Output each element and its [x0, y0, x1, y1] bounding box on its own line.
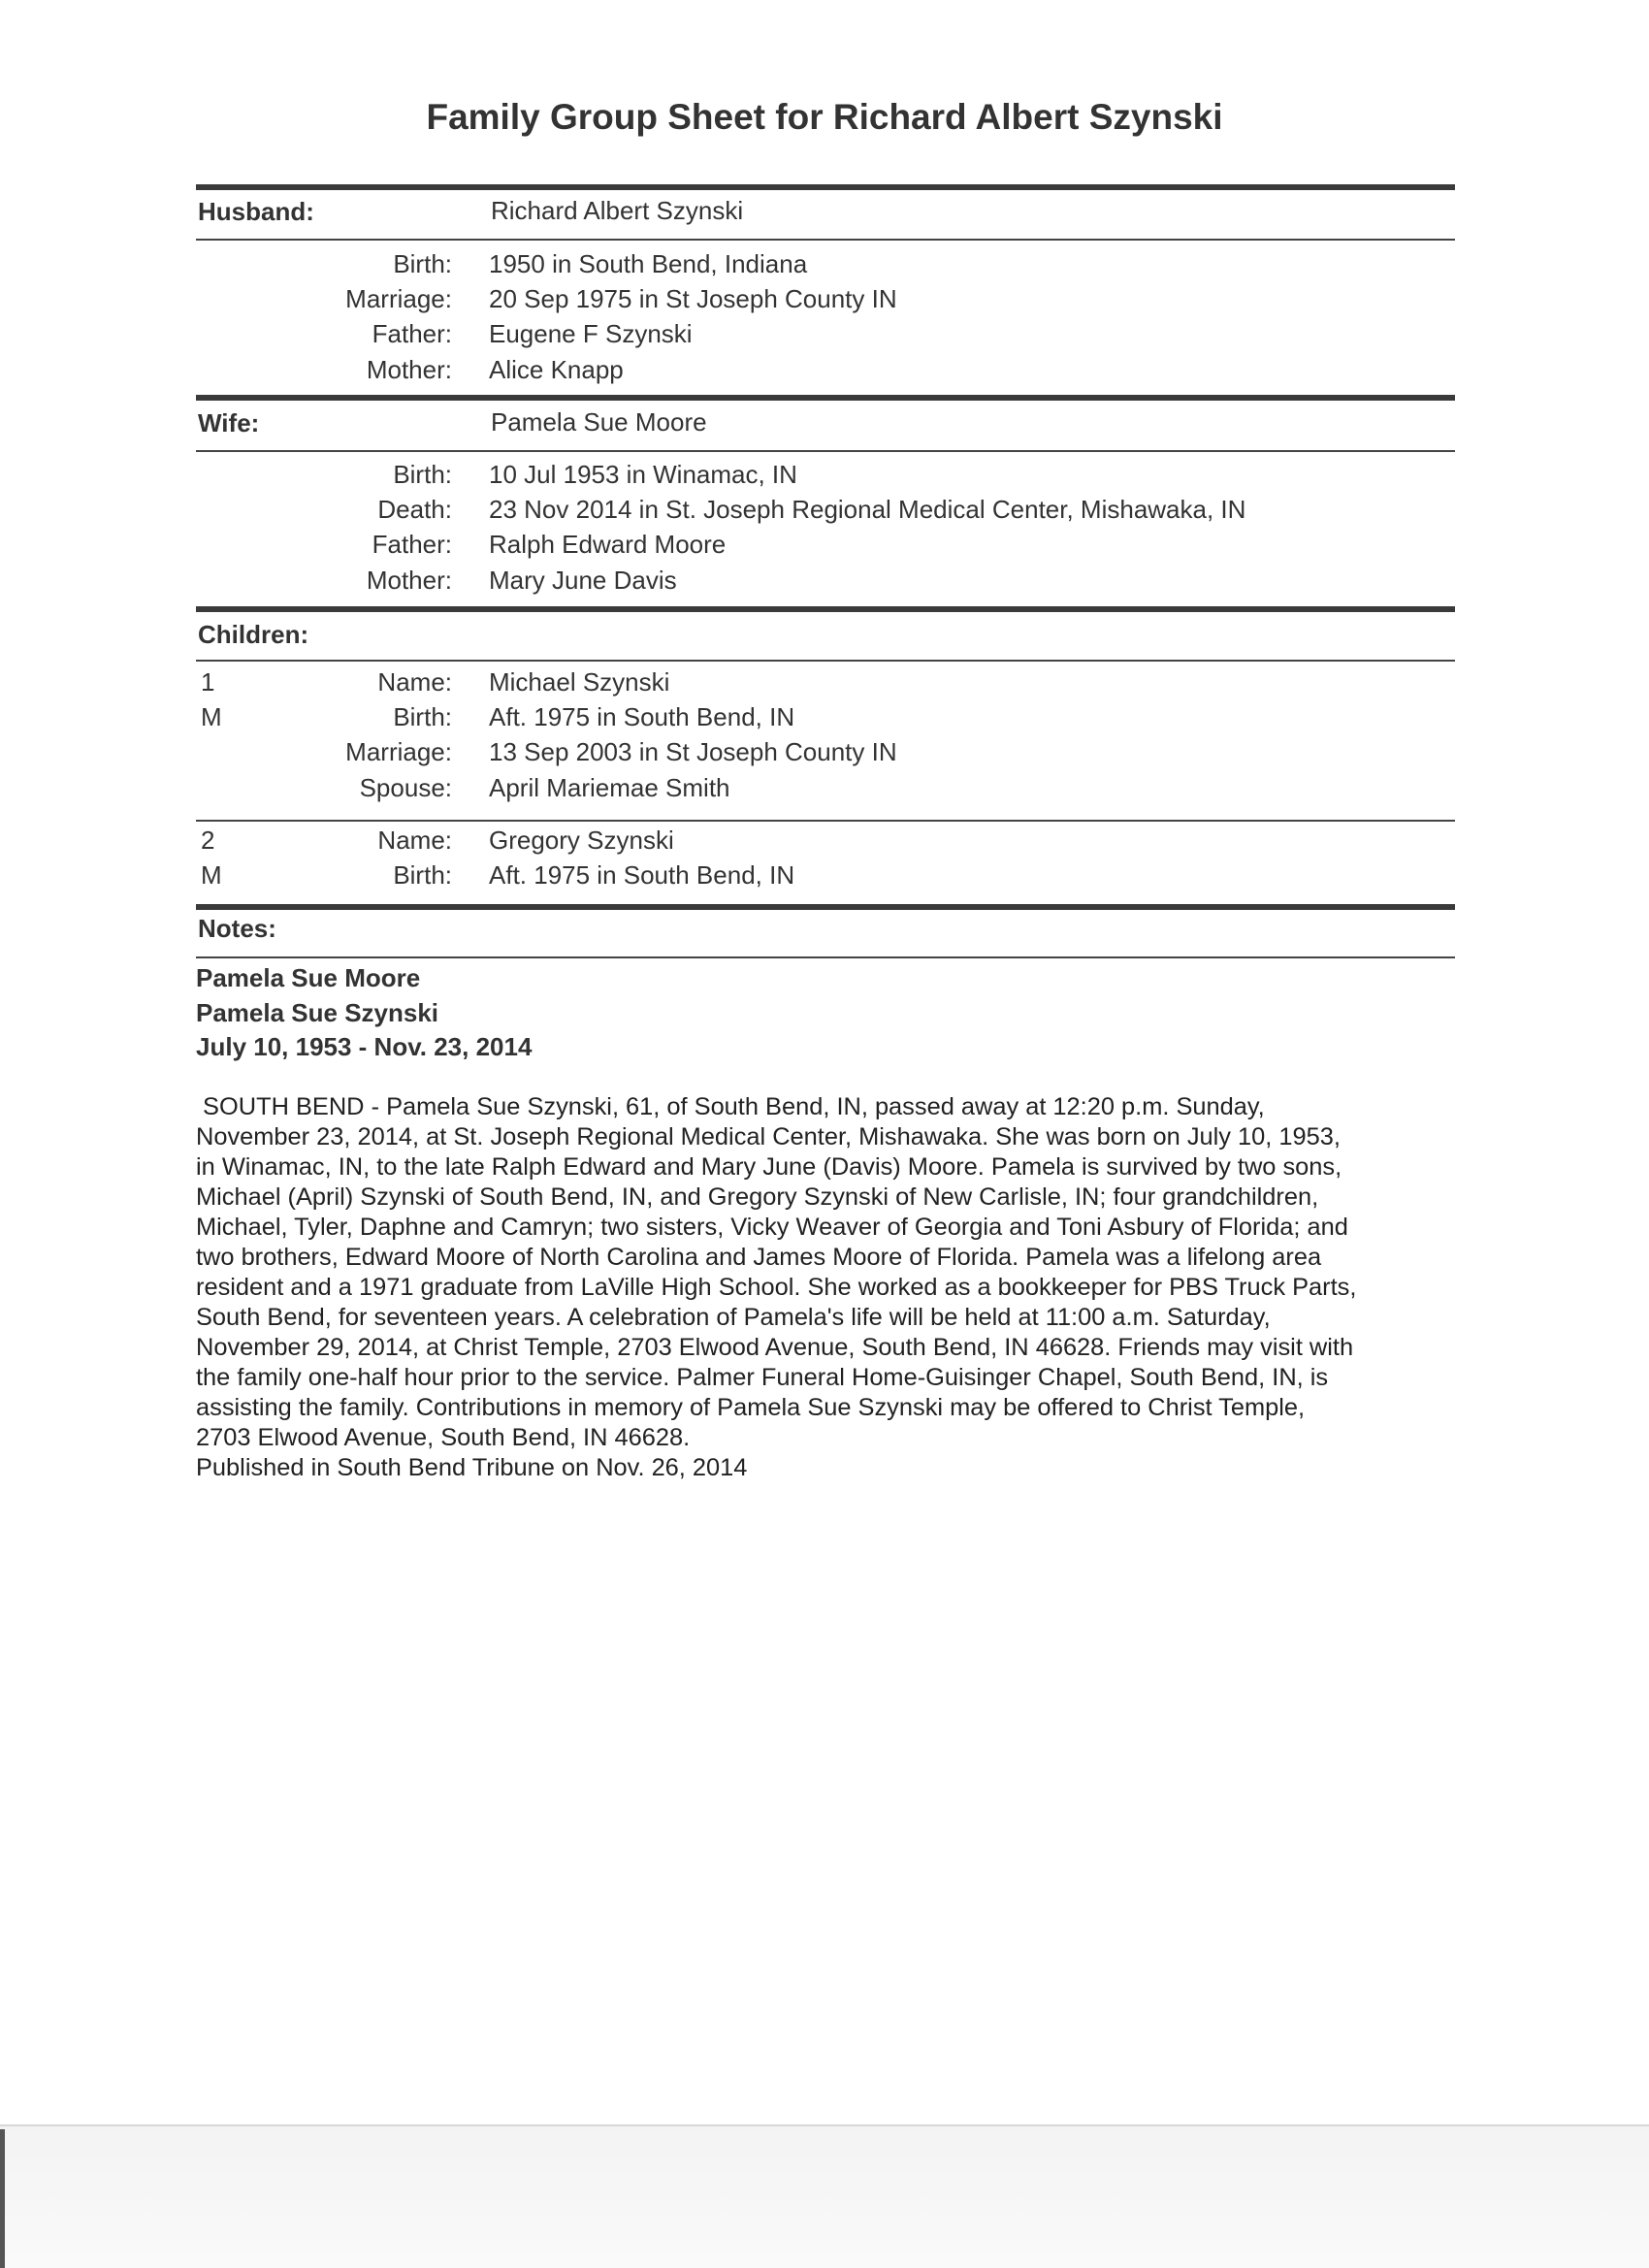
- child-spouse-label: Spouse:: [359, 773, 452, 802]
- obituary-line: South Bend, for seventeen years. A celebration of Pamela's life will be held at 11:00 a.m. Saturday,: [196, 1304, 1271, 1331]
- obituary-line: Published in South Bend Tribune on Nov. 26, 2014: [196, 1454, 748, 1481]
- section-divider: [196, 450, 1455, 452]
- wife-name: Pamela Sue Moore: [491, 407, 707, 437]
- section-rule: [196, 184, 1455, 190]
- wife-birth-label: Birth:: [393, 460, 452, 489]
- child-spouse-value: April Mariemae Smith: [489, 773, 730, 802]
- child-number: 2: [201, 826, 215, 855]
- wife-birth-value: 10 Jul 1953 in Winamac, IN: [489, 460, 797, 489]
- wife-father-value: Ralph Edward Moore: [489, 530, 727, 559]
- husband-mother-label: Mother:: [366, 355, 452, 384]
- section-rule: [196, 606, 1455, 612]
- obituary-line: resident and a 1971 graduate from LaVille High School. She worked as a bookkeeper for PBS Truck Parts,: [196, 1274, 1357, 1301]
- section-divider: [196, 956, 1455, 958]
- child-name-label: Name:: [377, 667, 452, 697]
- notes-heading-line: Pamela Sue Moore: [196, 963, 421, 992]
- notes-heading-line: July 10, 1953 - Nov. 23, 2014: [196, 1032, 533, 1061]
- child-sex: M: [201, 702, 222, 731]
- wife-death-label: Death:: [377, 495, 452, 524]
- husband-name: Richard Albert Szynski: [491, 196, 744, 225]
- husband-section-label: Husband:: [198, 197, 314, 226]
- obituary-line: 2703 Elwood Avenue, South Bend, IN 46628.: [196, 1424, 691, 1451]
- child-name-value: Gregory Szynski: [489, 826, 674, 855]
- wife-death-value: 23 Nov 2014 in St. Joseph Regional Medical Center, Mishawaka, IN: [489, 495, 1246, 524]
- section-rule: [196, 904, 1455, 910]
- obituary-text: [196, 1092, 1457, 1483]
- child-name-label: Name:: [377, 826, 452, 855]
- obituary-line: two brothers, Edward Moore of North Carolina and James Moore of Florida. Pamela was a lifelong area: [196, 1244, 1322, 1271]
- obituary-line: November 23, 2014, at St. Joseph Regional Medical Center, Mishawaka. She was born on July 10, 1953,: [196, 1123, 1341, 1150]
- husband-birth-label: Birth:: [393, 249, 452, 278]
- section-rule: [196, 395, 1455, 401]
- child-sex: M: [201, 860, 222, 890]
- wife-section-label: Wife:: [198, 408, 260, 437]
- child-divider: [196, 820, 1455, 822]
- child-birth-label: Birth:: [393, 702, 452, 731]
- child-marriage-value: 13 Sep 2003 in St Joseph County IN: [489, 737, 897, 766]
- wife-mother-label: Mother:: [366, 566, 452, 595]
- section-divider: [196, 660, 1455, 662]
- children-section-label: Children:: [198, 620, 309, 649]
- scanner-bed-edge: [0, 2124, 1649, 2268]
- obituary-line: in Winamac, IN, to the late Ralph Edward and Mary June (Davis) Moore. Pamela is survived by two sons,: [196, 1153, 1342, 1181]
- wife-mother-value: Mary June Davis: [489, 566, 677, 595]
- child-number: 1: [201, 667, 215, 697]
- paper-edge-line: [0, 2124, 1649, 2126]
- husband-father-label: Father:: [372, 319, 452, 348]
- child-marriage-label: Marriage:: [345, 737, 452, 766]
- obituary-line: assisting the family. Contributions in memory of Pamela Sue Szynski may be offered to Christ Temple,: [196, 1394, 1306, 1421]
- obituary-line: November 29, 2014, at Christ Temple, 2703 Elwood Avenue, South Bend, IN 46628. Friends may visit with: [196, 1334, 1354, 1361]
- husband-father-value: Eugene F Szynski: [489, 319, 693, 348]
- page-title: Family Group Sheet for Richard Albert Szynski: [426, 97, 1223, 137]
- husband-mother-value: Alice Knapp: [489, 355, 624, 384]
- obituary-line: SOUTH BEND - Pamela Sue Szynski, 61, of South Bend, IN, passed away at 12:20 p.m. Sunday,: [196, 1093, 1265, 1120]
- notes-heading-line: Pamela Sue Szynski: [196, 998, 439, 1027]
- obituary-line: Michael (April) Szynski of South Bend, IN, and Gregory Szynski of New Carlisle, IN; four grandchildren,: [196, 1183, 1319, 1211]
- section-divider: [196, 239, 1455, 241]
- notes-section-label: Notes:: [198, 914, 276, 943]
- wife-father-label: Father:: [372, 530, 452, 559]
- child-name-value: Michael Szynski: [489, 667, 670, 697]
- child-birth-value: Aft. 1975 in South Bend, IN: [489, 860, 795, 890]
- obituary-line: the family one-half hour prior to the service. Palmer Funeral Home-Guisinger Chapel, South Bend, IN, is: [196, 1364, 1329, 1391]
- husband-marriage-label: Marriage:: [345, 284, 452, 313]
- scanner-shadow: [0, 2129, 5, 2268]
- child-birth-value: Aft. 1975 in South Bend, IN: [489, 702, 795, 731]
- husband-marriage-value: 20 Sep 1975 in St Joseph County IN: [489, 284, 897, 313]
- child-birth-label: Birth:: [393, 860, 452, 890]
- husband-birth-value: 1950 in South Bend, Indiana: [489, 249, 808, 278]
- family-group-sheet: [196, 0, 1455, 1067]
- obituary-line: Michael, Tyler, Daphne and Camryn; two sisters, Vicky Weaver of Georgia and Toni Asbury of Florida; and: [196, 1214, 1348, 1241]
